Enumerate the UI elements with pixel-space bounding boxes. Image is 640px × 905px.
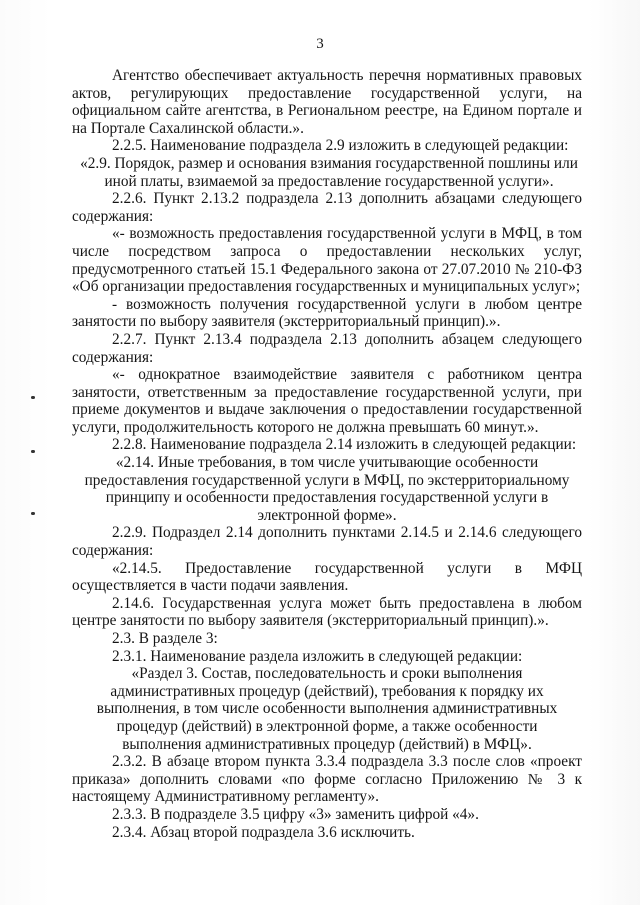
paragraph: «- возможность предоставления государственной услуги в МФЦ, в том числе посредством запроса о предоставлении нескольких услуг, предусмотренного статьей 15.1 Федерального закона от 27.07.2010 № 210-ФЗ «Об организации предоставления государственных и муниципальных услуг»; (72, 225, 582, 296)
paragraph: «2.14.5. Предоставление государственной услуги в МФЦ осуществляется в части подачи заявления. (72, 559, 582, 595)
paragraph: - возможность получения государственной услуги в любом центре занятости по выбору заявителя (экстерриториальный принцип).». (72, 295, 582, 331)
paragraph: 2.2.7. Пункт 2.13.4 подраздела 2.13 дополнить абзацем следующего содержания: (72, 330, 582, 366)
scan-speck (31, 512, 35, 515)
paragraph: 2.3.4. Абзац второй подраздела 3.6 исключить. (112, 823, 415, 841)
document-body (72, 67, 582, 841)
paragraph: 2.2.9. Подраздел 2.14 дополнить пунктами 2.14.5 и 2.14.6 следующего содержания: (72, 524, 582, 560)
paragraph: 2.3. В разделе 3: (112, 630, 218, 647)
paragraph: 2.2.6. Пункт 2.13.2 подраздела 2.13 дополнить абзацами следующего содержания: (72, 190, 582, 225)
paragraph: 2.2.8. Наименование подраздела 2.14 изложить в следующей редакции: (112, 436, 577, 454)
paragraph: 2.3.1. Наименование раздела изложить в следующей редакции: (112, 647, 523, 665)
paragraph: 2.3.2. В абзаце втором пункта 3.3.4 подраздела 3.3 после слов «проект приказа» дополнить словами «по форме согласно Приложению № 3 к настоящему Административному регламенту». (72, 753, 582, 806)
quoted-heading: «2.9. Порядок, размер и основания взимания государственной пошлины или иной платы, взимаемой за предоставление государственной услуги». (80, 154, 578, 190)
scan-speck (31, 396, 35, 399)
paragraph: Агентство обеспечивает актуальность перечня нормативных правовых актов, регулирующих предоставление государственной услуги, на официальном сайте агентства, в Региональном реестре, на Едином портале и на Портале Сахалинской области.». (72, 67, 582, 137)
paragraph: 2.3.3. В подразделе 3.5 цифру «3» заменить цифрой «4». (112, 805, 479, 823)
quoted-heading: «2.14. Иные требования, в том числе учитывающие особенности предоставления государственной услуги в МФЦ, по экстерриториальному принципу и особенности предоставления государственной услуги в электронной форме». (84, 454, 570, 524)
paragraph: 2.2.5. Наименование подраздела 2.9 изложить в следующей редакции: (112, 137, 569, 155)
scan-speck (31, 450, 35, 453)
paragraph: «- однократное взаимодействие заявителя с работником центра занятости, ответственным за предоставление государственной услуги, при приеме документов и выдаче заключения о предоставлении государственной услуги, продолжительность которого не должна превышать 60 минут.». (72, 366, 582, 436)
quoted-heading: «Раздел 3. Состав, последовательность и сроки выполнения административных процедур (действий), требования к порядку их выполнения, в том числе особенности выполнения административных процедур (действий) в электронной форме, а также особенности выполнения административных процедур (действий) в МФЦ». (96, 665, 558, 753)
page-number: 3 (316, 36, 324, 52)
paragraph: 2.14.6. Государственная услуга может быть предоставлена в любом центре занятости по выбору заявителя (экстерриториальный принцип).». (72, 594, 582, 630)
